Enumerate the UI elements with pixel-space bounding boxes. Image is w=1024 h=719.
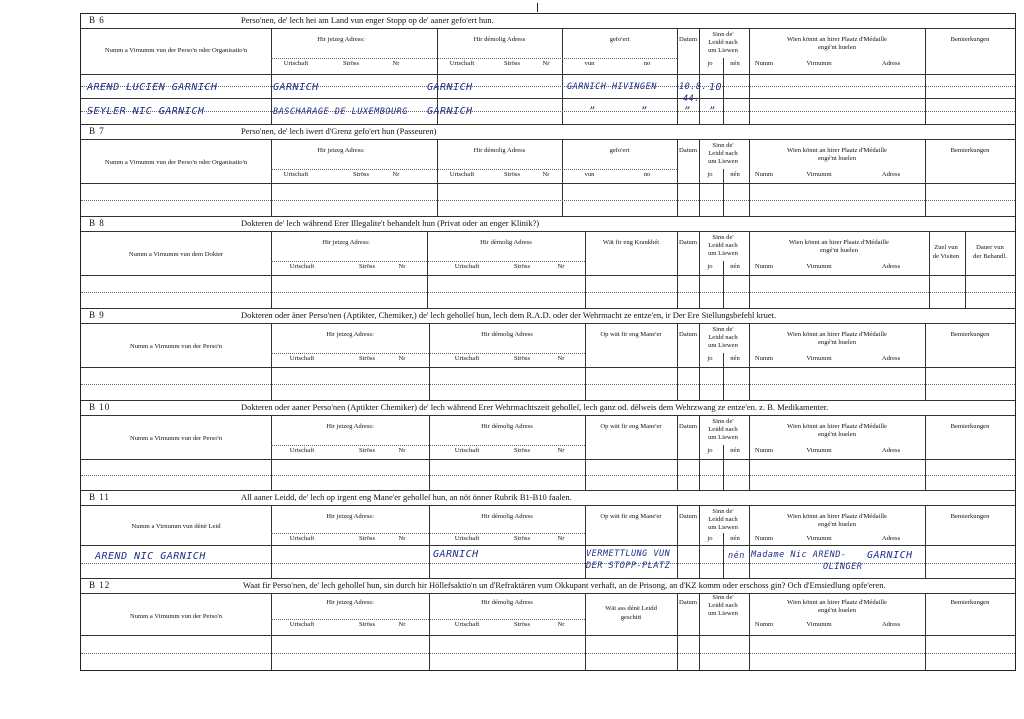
section-b9-code: B 9: [89, 310, 105, 320]
city-header: Urtschaft: [289, 355, 315, 362]
date-header: Datum: [679, 147, 697, 154]
b6-row1-sense: 10: [709, 82, 723, 93]
street-header: Ströss: [358, 535, 376, 542]
section-b10-title: Dokteren oder aaner Perso'nen (Aptikter Chemiker) de' lech während Erer Wehrmachtszeit geholleſ, lech ganz od. dëlweis dem Wehrzwang ze entze'en. z. B. Medikamenter.: [241, 402, 829, 412]
number-header: Nr: [398, 447, 406, 454]
name-header: Numm a Virnumm vun der Perso'n oder Organisatio'n: [104, 47, 248, 54]
section-b8-code: B 8: [89, 218, 105, 228]
fled-header: gefo'ert: [609, 147, 630, 154]
sense-header-1: Sinn de': [712, 31, 734, 38]
street-header: Ströss: [503, 60, 521, 67]
number-header: Nr: [398, 535, 406, 542]
street-header: Ströss: [342, 60, 360, 67]
medal-header-2: engé'nt huelen: [818, 155, 856, 162]
b11-row1-medal-address: GARNICH: [867, 550, 913, 561]
former-address-header: Hir démolig Adress: [473, 36, 526, 43]
fled-header: gefo'ert: [609, 36, 630, 43]
no-header: nén: [730, 60, 740, 67]
surname-header: Numm: [754, 171, 774, 178]
how-header: Op wät fir eng Mane'er: [600, 331, 662, 338]
date-header: Datum: [679, 331, 697, 338]
sense-header-3: um Liewen: [708, 47, 738, 54]
b11-row1-how-2: DER STOPP-PLATZ: [586, 561, 671, 571]
section-b11-header: [81, 491, 1015, 506]
remarks-header: Bemierkungen: [950, 513, 990, 520]
b6-row1-date-2: 44.: [683, 94, 700, 104]
city-header: Urtschaft: [454, 621, 480, 628]
suffered-header-2: geschitt: [620, 614, 642, 621]
number-header: Nr: [542, 60, 550, 67]
yes-header: jo: [707, 447, 713, 454]
number-header: Nr: [557, 535, 565, 542]
surname-header: Numm: [754, 60, 774, 67]
b11-row1-how-1: VERMETTLUNG VUN: [586, 549, 671, 559]
surname-header: Numm: [754, 621, 774, 628]
sense-header-3: um Liewen: [708, 524, 738, 531]
sense-header-1: Sinn de': [712, 142, 734, 149]
from-header: vun: [584, 60, 595, 67]
number-header: Nr: [542, 171, 550, 178]
address-header: Adress: [881, 535, 901, 542]
current-address-header: Hir jetzeg Adress:: [326, 331, 374, 338]
number-header: Nr: [557, 263, 565, 270]
city-header: Urtschaft: [449, 171, 475, 178]
street-header: Ströss: [503, 171, 521, 178]
section-b7-title: Perso'nen, de' lech iwert d'Grenz gefo'ert hun (Passeuren): [241, 126, 437, 136]
b11-row1-name: AREND NIC GARNICH: [95, 551, 206, 562]
street-header: Ströss: [358, 447, 376, 454]
current-address-header: Hir jetzeg Adress:: [317, 36, 365, 43]
medal-header-2: engé'nt huelen: [818, 607, 856, 614]
section-b10-code: B 10: [89, 402, 111, 412]
surname-header: Numm: [754, 535, 774, 542]
b11-row1-medal-2: OLINGER: [823, 562, 863, 572]
street-header: Ströss: [352, 171, 370, 178]
address-header: Adress: [881, 171, 901, 178]
date-header: Datum: [679, 423, 697, 430]
section-b8-header: [81, 217, 1015, 232]
medal-header-1: Wien könnt an hirer Plaatz d'Médaille: [787, 36, 887, 43]
duration-header-2: der Behandl.: [973, 253, 1007, 260]
number-header: Nr: [398, 621, 406, 628]
city-header: Urtschaft: [283, 60, 309, 67]
number-header: Nr: [557, 355, 565, 362]
person-name-header: Numm a Virnumm vun der Perso'n: [129, 343, 223, 350]
no-header: nén: [730, 447, 740, 454]
b11-row1-medal-1: Madame Nic AREND-: [751, 550, 847, 560]
number-header: Nr: [392, 171, 400, 178]
sense-header-3: um Liewen: [708, 434, 738, 441]
firstname-header: Virnumm: [806, 447, 832, 454]
section-b8-title: Dokteren de' lech während Erer Illegalite't behandelt hun (Privat oder an enger Klinik?): [241, 218, 540, 228]
b6-row2-to: ”: [641, 106, 648, 117]
former-address-header: Hir démolig Adress: [481, 513, 533, 520]
current-address-header: Hir jetzeg Adress:: [326, 513, 374, 520]
yes-header: jo: [707, 263, 713, 270]
sense-header-2: Leidd nach: [708, 150, 738, 157]
refractory-questionnaire-form: [80, 13, 1016, 671]
city-header: Urtschaft: [454, 447, 480, 454]
medal-header-1: Wien könnt an hirer Plaatz d'Médaille: [787, 147, 887, 154]
city-header: Urtschaft: [289, 535, 315, 542]
current-address-header: Hir jetzeg Adress:: [322, 239, 370, 246]
address-header: Adress: [881, 60, 901, 67]
section-b8: [81, 216, 1015, 309]
medal-header-1: Wien könnt an hirer Plaatz d'Médaille: [787, 331, 887, 338]
remarks-header: Bemierkungen: [950, 423, 990, 430]
b6-row2-name: SEYLER NIC GARNICH: [87, 106, 205, 117]
former-address-header: Hir démolig Adress: [481, 599, 533, 606]
remarks-header: Bemierkungen: [950, 147, 990, 154]
section-b9-title: Dokteren oder äner Perso'nen (Aptikter, Chemiker,) de' lech geholleſ hun, lech dem R.A.D. oder der Wehrmacht ze entze'en, ir Der Ere Stellungsbefehl kruet.: [241, 310, 777, 320]
b6-row2-former: GARNICH: [427, 106, 473, 117]
city-header: Urtschaft: [289, 263, 315, 270]
former-address-header: Hir démolig Adress: [481, 331, 533, 338]
section-b6: [81, 14, 1015, 124]
section-b6-code: B 6: [89, 15, 105, 25]
visits-header-2: de Visiten: [932, 253, 960, 260]
firstname-header: Virnumm: [806, 60, 832, 67]
no-header: nén: [730, 535, 740, 542]
suffered-header-1: Wät ass dénë Leidd: [605, 605, 657, 612]
b6-row1-from: GARNICH HIVINGEN: [567, 82, 657, 92]
city-header: Urtschaft: [449, 60, 475, 67]
b6-row2-sense: ”: [709, 106, 716, 117]
medal-header-2: engé'nt huelen: [820, 247, 858, 254]
street-header: Ströss: [513, 621, 531, 628]
date-header: Datum: [679, 36, 697, 43]
sense-header-2: Leidd nach: [708, 602, 738, 609]
remarks-header: Bemierkungen: [950, 331, 990, 338]
street-header: Ströss: [358, 355, 376, 362]
firstname-header: Virnumm: [806, 621, 832, 628]
section-b9: [81, 308, 1015, 401]
yes-header: jo: [707, 535, 713, 542]
sense-header-3: um Liewen: [708, 250, 738, 257]
section-b6-header: [81, 14, 1015, 29]
no-header: nén: [730, 171, 740, 178]
b11-row1-former: GARNICH: [433, 549, 479, 560]
b6-row2-date: ”: [684, 106, 691, 117]
remarks-header: Bemierkungen: [950, 36, 990, 43]
section-b10: [81, 400, 1015, 491]
city-header: Urtschaft: [283, 171, 309, 178]
yes-header: jo: [707, 355, 713, 362]
medal-header-1: Wien könnt an hirer Plaatz d'Médaille: [787, 513, 887, 520]
section-b7: [81, 124, 1015, 217]
how-header: Op wät fir eng Mane'er: [600, 423, 662, 430]
firstname-header: Virnumm: [806, 171, 832, 178]
surname-header: Numm: [754, 355, 774, 362]
sense-header-3: um Liewen: [708, 610, 738, 617]
sense-header-2: Leidd nach: [708, 39, 738, 46]
medal-header-1: Wien könnt an hirer Plaatz d'Médaille: [789, 239, 889, 246]
number-header: Nr: [392, 60, 400, 67]
section-b11-code: B 11: [89, 492, 110, 502]
surname-header: Numm: [754, 447, 774, 454]
no-header: nén: [730, 355, 740, 362]
section-b12-header: [81, 579, 1015, 594]
sense-header-1: Sinn de': [712, 326, 734, 333]
city-header: Urtschaft: [454, 535, 480, 542]
b6-row1-former: GARNICH: [427, 82, 473, 93]
sense-header-1: Sinn de': [712, 418, 734, 425]
address-header: Adress: [881, 447, 901, 454]
yes-header: jo: [707, 60, 713, 67]
address-header: Adress: [881, 621, 901, 628]
medal-header-2: engé'nt huelen: [818, 44, 856, 51]
current-address-header: Hir jetzeg Adress:: [317, 147, 365, 154]
city-header: Urtschaft: [454, 355, 480, 362]
sense-header-1: Sinn de': [712, 234, 734, 241]
section-b6-title: Perso'nen, de' lech hei am Land vun enger Stopp op de' aaner gefo'ert hun.: [241, 15, 494, 25]
visits-header-1: Zuel vun: [934, 244, 958, 251]
remarks-header: Bemierkungen: [950, 599, 990, 606]
b6-row1-current: GARNICH: [273, 82, 319, 93]
current-address-header: Hir jetzeg Adress:: [326, 423, 374, 430]
b6-row2-current: BASCHARAGE DE LUXEMBOURG: [273, 107, 408, 117]
b6-row1-name: AREND LUCIEN GARNICH: [87, 82, 218, 93]
former-address-header: Hir démolig Adress: [480, 239, 532, 246]
section-b9-header: [81, 309, 1015, 324]
to-header: no: [643, 60, 651, 67]
duration-header-1: Dauer vun: [976, 244, 1004, 251]
date-header: Datum: [679, 599, 697, 606]
number-header: Nr: [557, 621, 565, 628]
page-top-mark: [537, 3, 538, 12]
sense-header-1: Sinn de': [712, 594, 734, 601]
sense-header-2: Leidd nach: [708, 516, 738, 523]
date-header: Datum: [679, 239, 697, 246]
b6-row2-from: ”: [589, 106, 596, 117]
section-b12: [81, 578, 1015, 671]
address-header: Adress: [881, 355, 901, 362]
sense-header-2: Leidd nach: [708, 426, 738, 433]
section-b7-code: B 7: [89, 126, 105, 136]
from-header: vun: [584, 171, 595, 178]
number-header: Nr: [557, 447, 565, 454]
city-header: Urtschaft: [289, 447, 315, 454]
sense-header-3: um Liewen: [708, 342, 738, 349]
number-header: Nr: [398, 263, 406, 270]
medal-header-2: engé'nt huelen: [818, 339, 856, 346]
person-name-header: Numm a Virnumm vun der Perso'n: [129, 435, 223, 442]
street-header: Ströss: [513, 263, 531, 270]
firstname-header: Virnumm: [806, 355, 832, 362]
surname-header: Numm: [754, 263, 774, 270]
medal-header-2: engé'nt huelen: [818, 431, 856, 438]
firstname-header: Virnumm: [806, 263, 832, 270]
current-address-header: Hir jetzeg Adress:: [326, 599, 374, 606]
street-header: Ströss: [513, 535, 531, 542]
city-header: Urtschaft: [454, 263, 480, 270]
b11-row1-no: nén: [728, 551, 745, 561]
medal-header-1: Wien könnt an hirer Plaatz d'Médaille: [787, 423, 887, 430]
sense-header-2: Leidd nach: [708, 334, 738, 341]
street-header: Ströss: [513, 355, 531, 362]
number-header: Nr: [398, 355, 406, 362]
date-header: Datum: [679, 513, 697, 520]
street-header: Ströss: [358, 621, 376, 628]
person-name-header: Numm a Virnumm vun der Perso'n: [129, 613, 223, 620]
illness-header: Wät fir eng Krankhét: [602, 239, 660, 246]
section-b11-title: All aaner Leidd, de' lech op irgent eng Mane'er geholleſ hun, an nöt önner Rubrik B1-B10 faalen.: [241, 492, 572, 502]
medal-header-2: engé'nt huelen: [818, 521, 856, 528]
city-header: Urtschaft: [289, 621, 315, 628]
section-b7-header: [81, 125, 1015, 140]
street-header: Ströss: [513, 447, 531, 454]
section-b10-header: [81, 401, 1015, 416]
sufferer-name-header: Numm a Virnumm vun dénë Leid: [131, 523, 221, 530]
section-b11: [81, 490, 1015, 579]
doctor-name-header: Numm a Virnumm vun dem Dokter: [128, 251, 224, 258]
street-header: Ströss: [358, 263, 376, 270]
address-header: Adress: [881, 263, 901, 270]
section-b12-code: B 12: [89, 580, 111, 590]
to-header: no: [643, 171, 651, 178]
section-b12-title: Waat fir Perso'nen, de' lech geholleſ hun, sin durch hir Höllefsaktio'n un d'Refraktären vum Okkupant verhaft, an de Prisong, an d'KZ komm oder erschoss gin? Och d'Emsiedlung opfe'eren.: [243, 580, 886, 590]
how-header: Op wät fir eng Mane'er: [600, 513, 662, 520]
former-address-header: Hir démolig Adress: [481, 423, 533, 430]
firstname-header: Virnumm: [806, 535, 832, 542]
no-header: nén: [730, 263, 740, 270]
sense-header-1: Sinn de': [712, 508, 734, 515]
yes-header: jo: [707, 171, 713, 178]
sense-header-3: um Liewen: [708, 158, 738, 165]
former-address-header: Hir démolig Adress: [473, 147, 526, 154]
sense-header-2: Leidd nach: [708, 242, 738, 249]
medal-header-1: Wien könnt an hirer Plaatz d'Médaille: [787, 599, 887, 606]
b6-row1-date-1: 10.8.: [679, 82, 708, 92]
name-header: Numm a Virnumm vun der Perso'n oder Organisatio'n: [104, 159, 248, 166]
